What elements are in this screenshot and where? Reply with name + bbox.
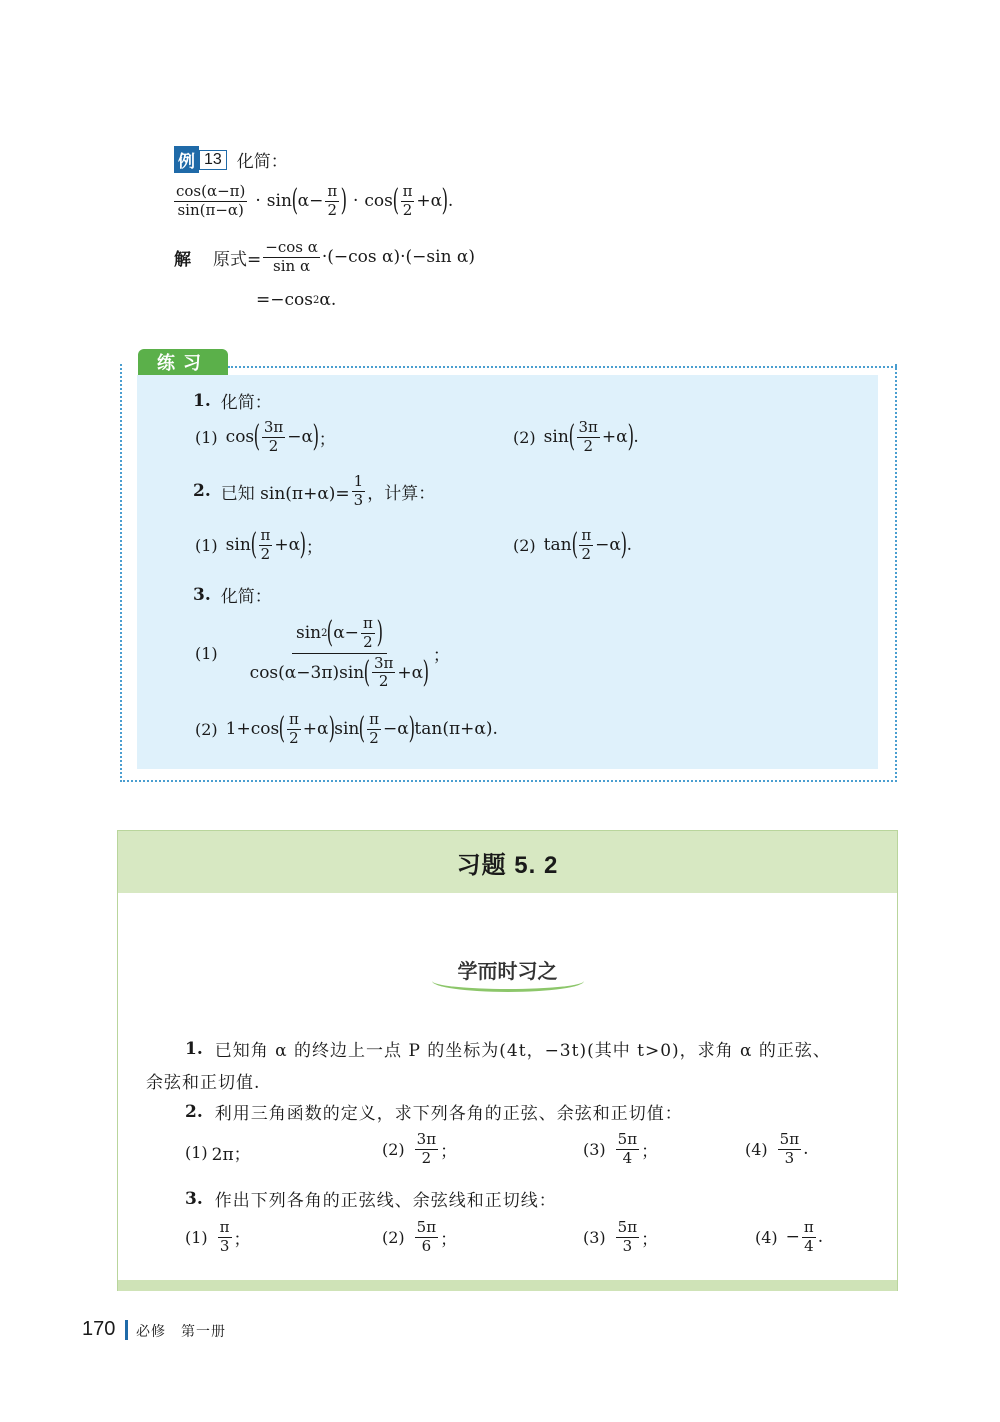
exercise-q1-line1: 1. 已知角 α 的终边上一点 P 的坐标为(4t，−3t)(其中 t>0)，求角 α 的正弦、 <box>185 1038 831 1061</box>
exercise-footer-band <box>118 1280 897 1291</box>
example-badge-number: 13 <box>199 150 227 170</box>
q3-big-fraction: sin 2 ( α− $\frac{\pi}{2}$ ) cos(α−3π)sin ( $\frac{3\pi}{2}$ +α ) <box>249 614 430 691</box>
exercise-q1-line2: 余弦和正切值. <box>146 1073 261 1093</box>
exercise-q3: 3. 作出下列各角的正弦线、余弦线和正切线： <box>185 1188 557 1211</box>
solution-label: 解 <box>174 249 191 270</box>
exercise-title: 习题 5. 2 <box>118 831 897 893</box>
example-badge-label: 例 <box>174 146 199 173</box>
book-title: 必修 第一册 <box>136 1324 226 1340</box>
practice-q1: 1. 化简： <box>193 390 272 413</box>
practice-q2-part1: (1) sin ( $\frac{\pi}{2}$ +α ) ； <box>195 526 323 563</box>
practice-q3-part1: (1) sin 2 ( α− $\frac{\pi}{2}$ ) cos(α−3π)sin ( $\frac{3\pi}{2}$ +α ) ； <box>195 614 450 691</box>
example-expression: $\frac{\cos(\alpha-\pi)}{\sin(\pi-\alpha)}$ · sin ( α− $\frac{\pi}{2}$ ) · cos ( $\frac{\pi}{2}$ +α ) . <box>176 182 454 219</box>
exercise-q3-item4: (4) − $\frac{\pi}{4}$ . <box>755 1218 824 1255</box>
practice-q3: 3. 化简： <box>193 584 272 607</box>
exercise-q2-item2: (2) $\frac{3\pi}{2}$ ； <box>382 1130 458 1167</box>
section-title: 学而时习之 <box>457 961 558 983</box>
solution-result: =−cos 2 α. <box>256 290 337 310</box>
expr-fraction: $\frac{\cos(\alpha-\pi)}{\sin(\pi-\alpha)}$ <box>176 182 246 219</box>
exercise-q3-item2: (2) $\frac{5\pi}{6}$ ； <box>382 1218 458 1255</box>
exercise-q2-item3: (3) $\frac{5\pi}{4}$ ； <box>583 1130 659 1167</box>
practice-tab: 练习 <box>138 349 228 375</box>
practice-q2-part2: (2) tan ( $\frac{\pi}{2}$ −α ) . <box>513 526 633 563</box>
example-badge <box>174 146 227 173</box>
example-heading <box>174 146 288 173</box>
practice-q1-part1: (1) cos ( $\frac{3\pi}{2}$ −α ) ； <box>195 418 336 455</box>
practice-q2: 2. 已知 sin(π+α)= $\frac{1}{3}$ ，计算： <box>193 472 436 509</box>
exercise-q2-item1: (1) 2π； <box>185 1143 251 1165</box>
exercise-q3-item1: (1) $\frac{\pi}{3}$ ； <box>185 1218 251 1255</box>
practice-q1-part2: (2) sin ( $\frac{3\pi}{2}$ +α ) . <box>513 418 639 455</box>
page-number: 170 <box>82 1318 116 1340</box>
solution-fraction: $\frac{\text{−cos α}}{\text{sin α}}$ <box>265 238 318 275</box>
exercise-q3-item3: (3) $\frac{5\pi}{3}$ ； <box>583 1218 659 1255</box>
example-prompt: 化简： <box>236 152 288 172</box>
exercise-q2: 2. 利用三角函数的定义，求下列各角的正弦、余弦和正切值： <box>185 1101 683 1124</box>
practice-frame-top <box>228 366 897 368</box>
solution-line: 解 原式= $\frac{\text{−cos α}}{\text{sin α}}$ ·(−cos α)·(−sin α) <box>174 238 476 275</box>
exercise-q2-item4: (4) $\frac{5\pi}{3}$ . <box>745 1130 809 1167</box>
footer-divider <box>125 1320 128 1340</box>
practice-q3-part2: (2) 1+cos ( $\frac{\pi}{2}$ +α ) sin ( $\frac{\pi}{2}$ −α ) tan(π+α). <box>195 710 498 747</box>
